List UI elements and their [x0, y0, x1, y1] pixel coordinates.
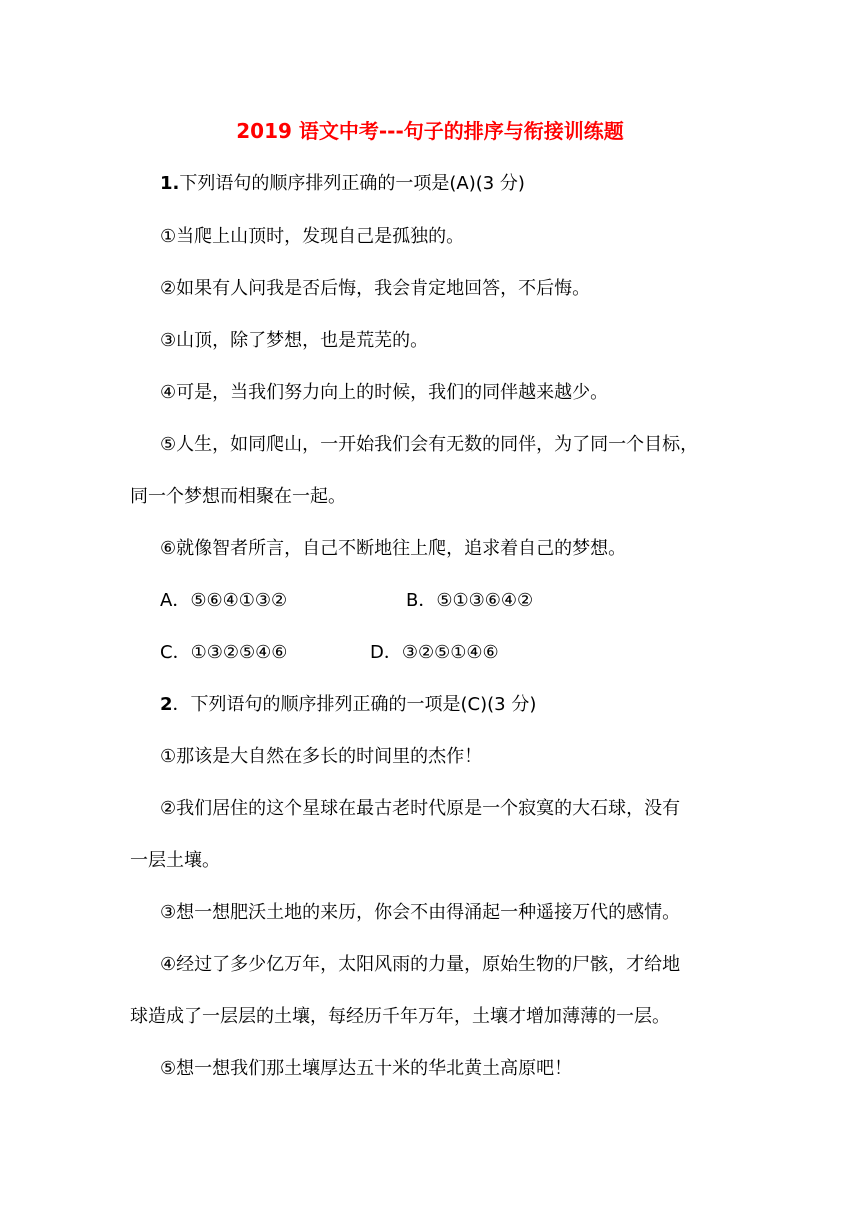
q1-sentence-2: ②如果有人问我是否后悔，我会肯定地回答，不后悔。	[160, 278, 591, 299]
question-1-stem	[160, 171, 525, 197]
question-2-text: ．下列语句的顺序排列正确的一项是(C)(3 分)	[172, 694, 537, 715]
document-title: 2019 语文中考---句子的排序与衔接训练题	[236, 119, 624, 143]
q1-option-c: C．①③②⑤④⑥	[160, 642, 288, 663]
q1-sentence-3: ③山顶，除了梦想，也是荒芜的。	[160, 330, 429, 351]
question-2-stem	[160, 692, 536, 718]
q2-sentence-3: ③想一想肥沃土地的来历，你会不由得涌起一种遥接万代的感情。	[160, 902, 681, 923]
q1-option-b: B．⑤①③⑥④②	[406, 590, 534, 611]
q2-sentence-2-continued: 一层土壤。	[130, 850, 220, 871]
q1-sentence-5-continued: 同一个梦想而相聚在一起。	[130, 486, 346, 507]
q1-sentence-6: ⑥就像智者所言，自己不断地往上爬，追求着自己的梦想。	[160, 538, 627, 559]
q2-sentence-1: ①那该是大自然在多长的时间里的杰作！	[160, 746, 483, 767]
q2-sentence-2: ②我们居住的这个星球在最古老时代原是一个寂寞的大石球，没有	[160, 798, 681, 819]
q1-option-d: D．③②⑤①④⑥	[370, 642, 499, 663]
question-1-number: 1.	[160, 173, 180, 194]
q2-sentence-5: ⑤想一想我们那土壤厚达五十米的华北黄土高原吧！	[160, 1058, 573, 1079]
q1-sentence-4: ④可是，当我们努力向上的时候，我们的同伴越来越少。	[160, 382, 609, 403]
q2-sentence-4: ④经过了多少亿万年，太阳风雨的力量，原始生物的尸骸，才给地	[160, 954, 681, 975]
q1-option-a: A．⑤⑥④①③②	[160, 590, 288, 611]
q2-sentence-4-continued: 球造成了一层层的土壤，每经历千年万年，土壤才增加薄薄的一层。	[130, 1006, 670, 1027]
question-1-text: 下列语句的顺序排列正确的一项是(A)(3 分)	[179, 173, 525, 194]
q1-sentence-1: ①当爬上山顶时，发现自己是孤独的。	[160, 226, 465, 247]
question-2-number: 2	[160, 694, 173, 715]
q1-sentence-5: ⑤人生，如同爬山，一开始我们会有无数的同伴，为了同一个目标，	[160, 434, 699, 455]
